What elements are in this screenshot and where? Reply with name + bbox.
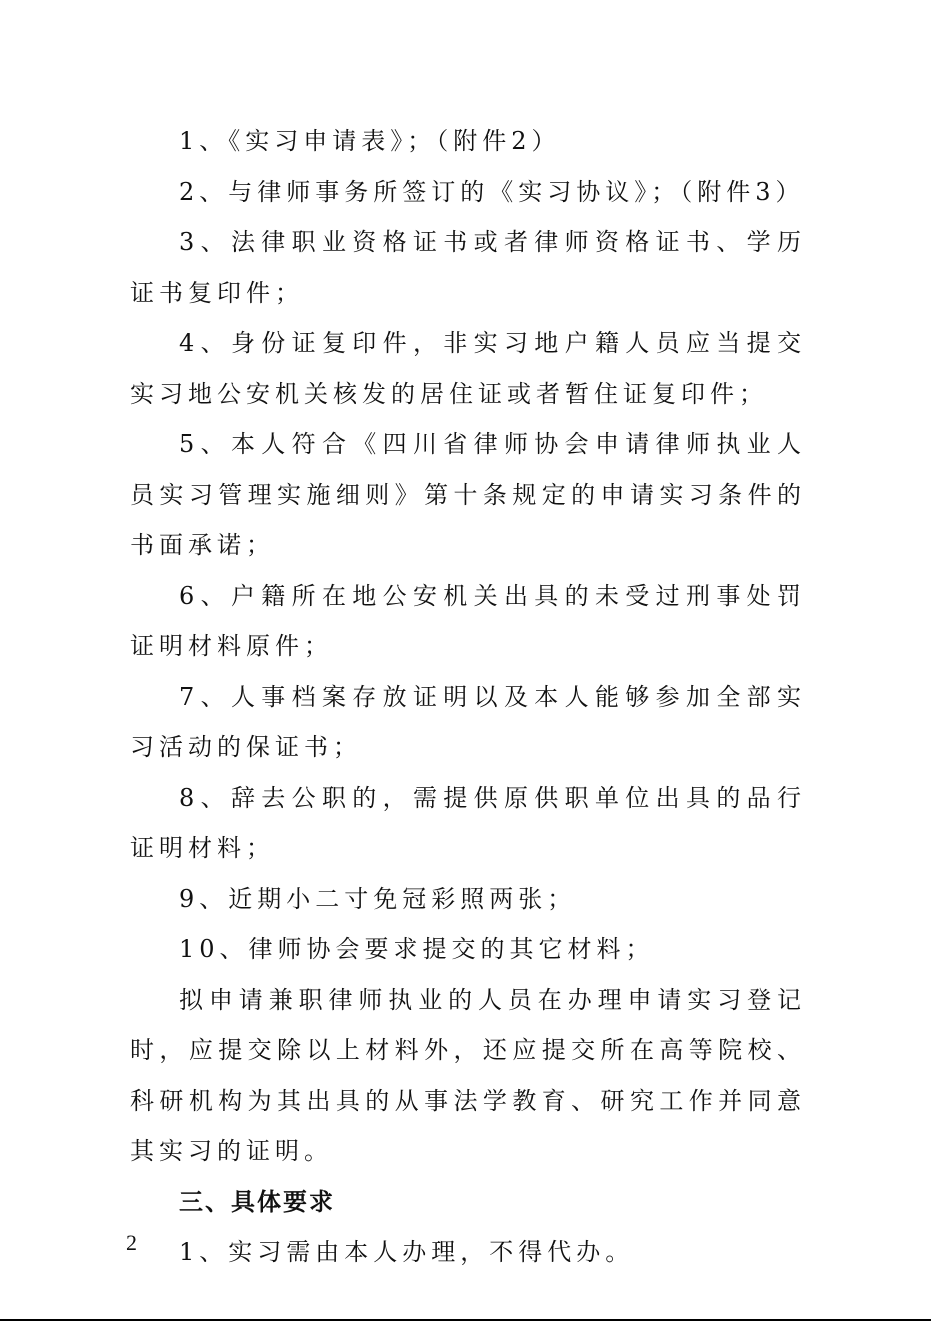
list-item-internship-agreement: 2、与律师事务所签订的《实习协议》；（附件3） <box>179 177 805 206</box>
list-item-written-commitment: 5、本人符合《四川省律师协会申请律师执业人员实习管理实施细则》第十条规定的申请实习条件的书面承诺； <box>130 430 806 559</box>
list-item-photos: 9、近期小二寸免冠彩照两张； <box>179 884 577 913</box>
list-item-personnel-file: 7、人事档案存放证明以及本人能够参加全部实习活动的保证书； <box>130 682 806 761</box>
document-body <box>130 116 806 1278</box>
section-heading: 三、具体要求 <box>179 1187 335 1216</box>
page-number: 2 <box>126 1230 137 1255</box>
list-item-other-materials: 10、律师协会要求提交的其它材料； <box>179 935 655 963</box>
list-item-conduct-certificate: 8、辞去公职的，需提供原供职单位出具的品行证明材料； <box>130 783 806 862</box>
list-item-id-card: 4、身份证复印件，非实习地户籍人员应当提交实习地公安机关核发的居住证或者暂住证复印件； <box>130 329 806 408</box>
list-item-no-criminal-record: 6、户籍所在地公安机关出具的未受过刑事处罚证明材料原件； <box>130 581 806 660</box>
requirement-item: 1、实习需由本人办理，不得代办。 <box>179 1238 635 1266</box>
page-bottom-divider <box>0 1319 931 1321</box>
list-item-application-form: 1、《实习申请表》；（附件2） <box>179 127 561 155</box>
list-item-certificates: 3、法律职业资格证书或者律师资格证书、学历证书复印件； <box>130 228 806 307</box>
part-time-lawyer-paragraph: 拟申请兼职律师执业的人员在办理申请实习登记时，应提交除以上材料外，还应提交所在高等院校、科研机构为其出具的从事法学教育、研究工作并同意其实习的证明。 <box>130 985 806 1165</box>
